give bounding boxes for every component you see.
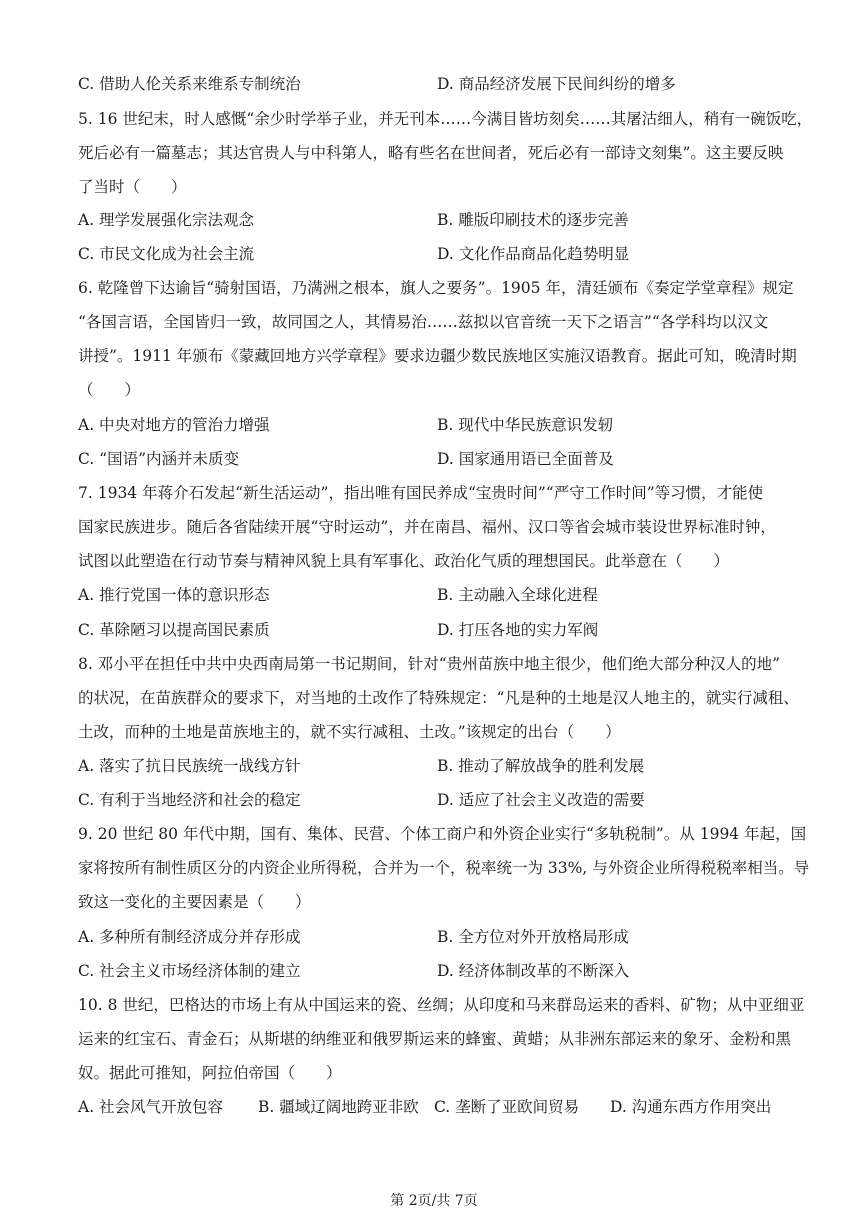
q7-option-c: C. 革除陋习以提高国民素质 (78, 621, 270, 639)
q5-stem-line-2: 死后必有一篇墓志；其达官贵人与中科第人，略有些名在世间者，死后必有一部诗文刻集”。这主要反映 (78, 144, 784, 162)
q9-stem-line-2: 家将按所有制性质区分的内资企业所得税，合并为一个，税率统一为 33%, 与外资企业所得税税率相当。导 (78, 859, 810, 877)
q10-stem-line-2: 运来的红宝石、青金石；从斯堪的纳维亚和俄罗斯运来的蜂蜜、黄蜡；从非洲东部运来的象牙、金粉和黑 (78, 1030, 792, 1048)
q6-option-b: B. 现代中华民族意识发轫 (437, 416, 614, 434)
q8-stem-line-3: 土改，而种的土地是苗族地主的，就不实行减租、土改。”该规定的出台（ ） (78, 723, 621, 741)
q10-option-b: B. 疆域辽阔地跨亚非欧 (258, 1098, 419, 1116)
q10-option-d: D. 沟通东西方作用突出 (610, 1098, 772, 1116)
q9-stem-line-3: 致这一变化的主要因素是（ ） (78, 893, 311, 911)
q8-option-d: D. 适应了社会主义改造的需要 (437, 791, 645, 809)
q5-option-a: A. 理学发展强化宗法观念 (78, 211, 255, 229)
q10-stem-line-1: 10. 8 世纪，巴格达的市场上有从中国运来的瓷、丝绸；从印度和马来群岛运来的香料、矿物；从中亚细亚 (78, 996, 805, 1014)
q5-option-d: D. 文化作品商品化趋势明显 (437, 245, 630, 263)
page-number: 第 2页/共 7页 (390, 1193, 478, 1209)
q9-option-c: C. 社会主义市场经济体制的建立 (78, 962, 301, 980)
q5-option-b: B. 雕版印刷技术的逐步完善 (437, 211, 629, 229)
q7-stem-line-2: 国家民族进步。随后各省陆续开展“守时运动”，并在南昌、福州、汉口等省会城市装设世界标准时钟， (78, 518, 776, 536)
q6-stem-line-3: 讲授”。1911 年颁布《蒙藏回地方兴学章程》要求边疆少数民族地区实施汉语教育。据此可知，晚清时期 (78, 347, 797, 365)
q7-option-a: A. 推行党国一体的意识形态 (78, 586, 270, 604)
q4-option-c: C. 借助人伦关系来维系专制统治 (78, 75, 301, 93)
q7-option-d: D. 打压各地的实力军阀 (437, 621, 599, 639)
q7-option-b: B. 主动融入全球化进程 (437, 586, 598, 604)
q9-stem-line-1: 9. 20 世纪 80 年代中期，国有、集体、民营、个体工商户和外资企业实行“多轨税制”。从 1994 年起，国 (78, 825, 807, 843)
q6-option-d: D. 国家通用语已全面普及 (437, 450, 614, 468)
q8-stem-line-2: 的状况，在苗族群众的要求下，对当地的土改作了特殊规定：“凡是种的土地是汉人地主的，就实行减租、 (78, 689, 799, 707)
q7-stem-line-3: 试图以此塑造在行动节奏与精神风貌上具有军事化、政治化气质的理想国民。此举意在（ ） (78, 552, 730, 570)
q6-option-a: A. 中央对地方的管治力增强 (78, 416, 270, 434)
q10-option-c: C. 垄断了亚欧间贸易 (434, 1098, 580, 1116)
q5-option-c: C. 市民文化成为社会主流 (78, 245, 255, 263)
q9-option-a: A. 多种所有制经济成分并存形成 (78, 928, 301, 946)
q9-option-d: D. 经济体制改革的不断深入 (437, 962, 630, 980)
q5-stem-line-3: 了当时（ ） (78, 178, 187, 196)
q4-option-d: D. 商品经济发展下民间纠纷的增多 (437, 75, 676, 93)
q8-option-c: C. 有利于当地经济和社会的稳定 (78, 791, 301, 809)
q8-stem-line-1: 8. 邓小平在担任中共中央西南局第一书记期间，针对“贵州苗族中地主很少，他们绝大部分种汉人的地” (78, 655, 781, 673)
q5-stem-line-1: 5. 16 世纪末，时人感慨“余少时学举子业，并无刊本……今满目皆坊刻矣……其屠沽细人，稍有一碗饭吃， (78, 110, 813, 128)
q9-option-b: B. 全方位对外开放格局形成 (437, 928, 629, 946)
q6-stem-line-2: “各国言语，全国皆归一致，故同国之人，其情易治……兹拟以官音统一天下之语言”“各学科均以汉文 (78, 313, 769, 331)
q6-option-c: C. “国语”内涵并未质变 (78, 450, 240, 468)
q8-option-b: B. 推动了解放战争的胜利发展 (437, 757, 645, 775)
q6-stem-line-4: （ ） (78, 381, 141, 399)
q7-stem-line-1: 7. 1934 年蒋介石发起“新生活运动”，指出唯有国民养成“宝贵时间”“严守工作时间”等习惯，才能使 (78, 484, 764, 502)
q6-stem-line-1: 6. 乾隆曾下达谕旨“骑射国语，乃满洲之根本，旗人之要务”。1905 年，清廷颁布《奏定学堂章程》规定 (78, 279, 794, 297)
q10-option-a: A. 社会风气开放包容 (78, 1098, 224, 1116)
q10-stem-line-3: 奴。据此可推知，阿拉伯帝国（ ） (78, 1064, 342, 1082)
q8-option-a: A. 落实了抗日民族统一战线方针 (78, 757, 301, 775)
